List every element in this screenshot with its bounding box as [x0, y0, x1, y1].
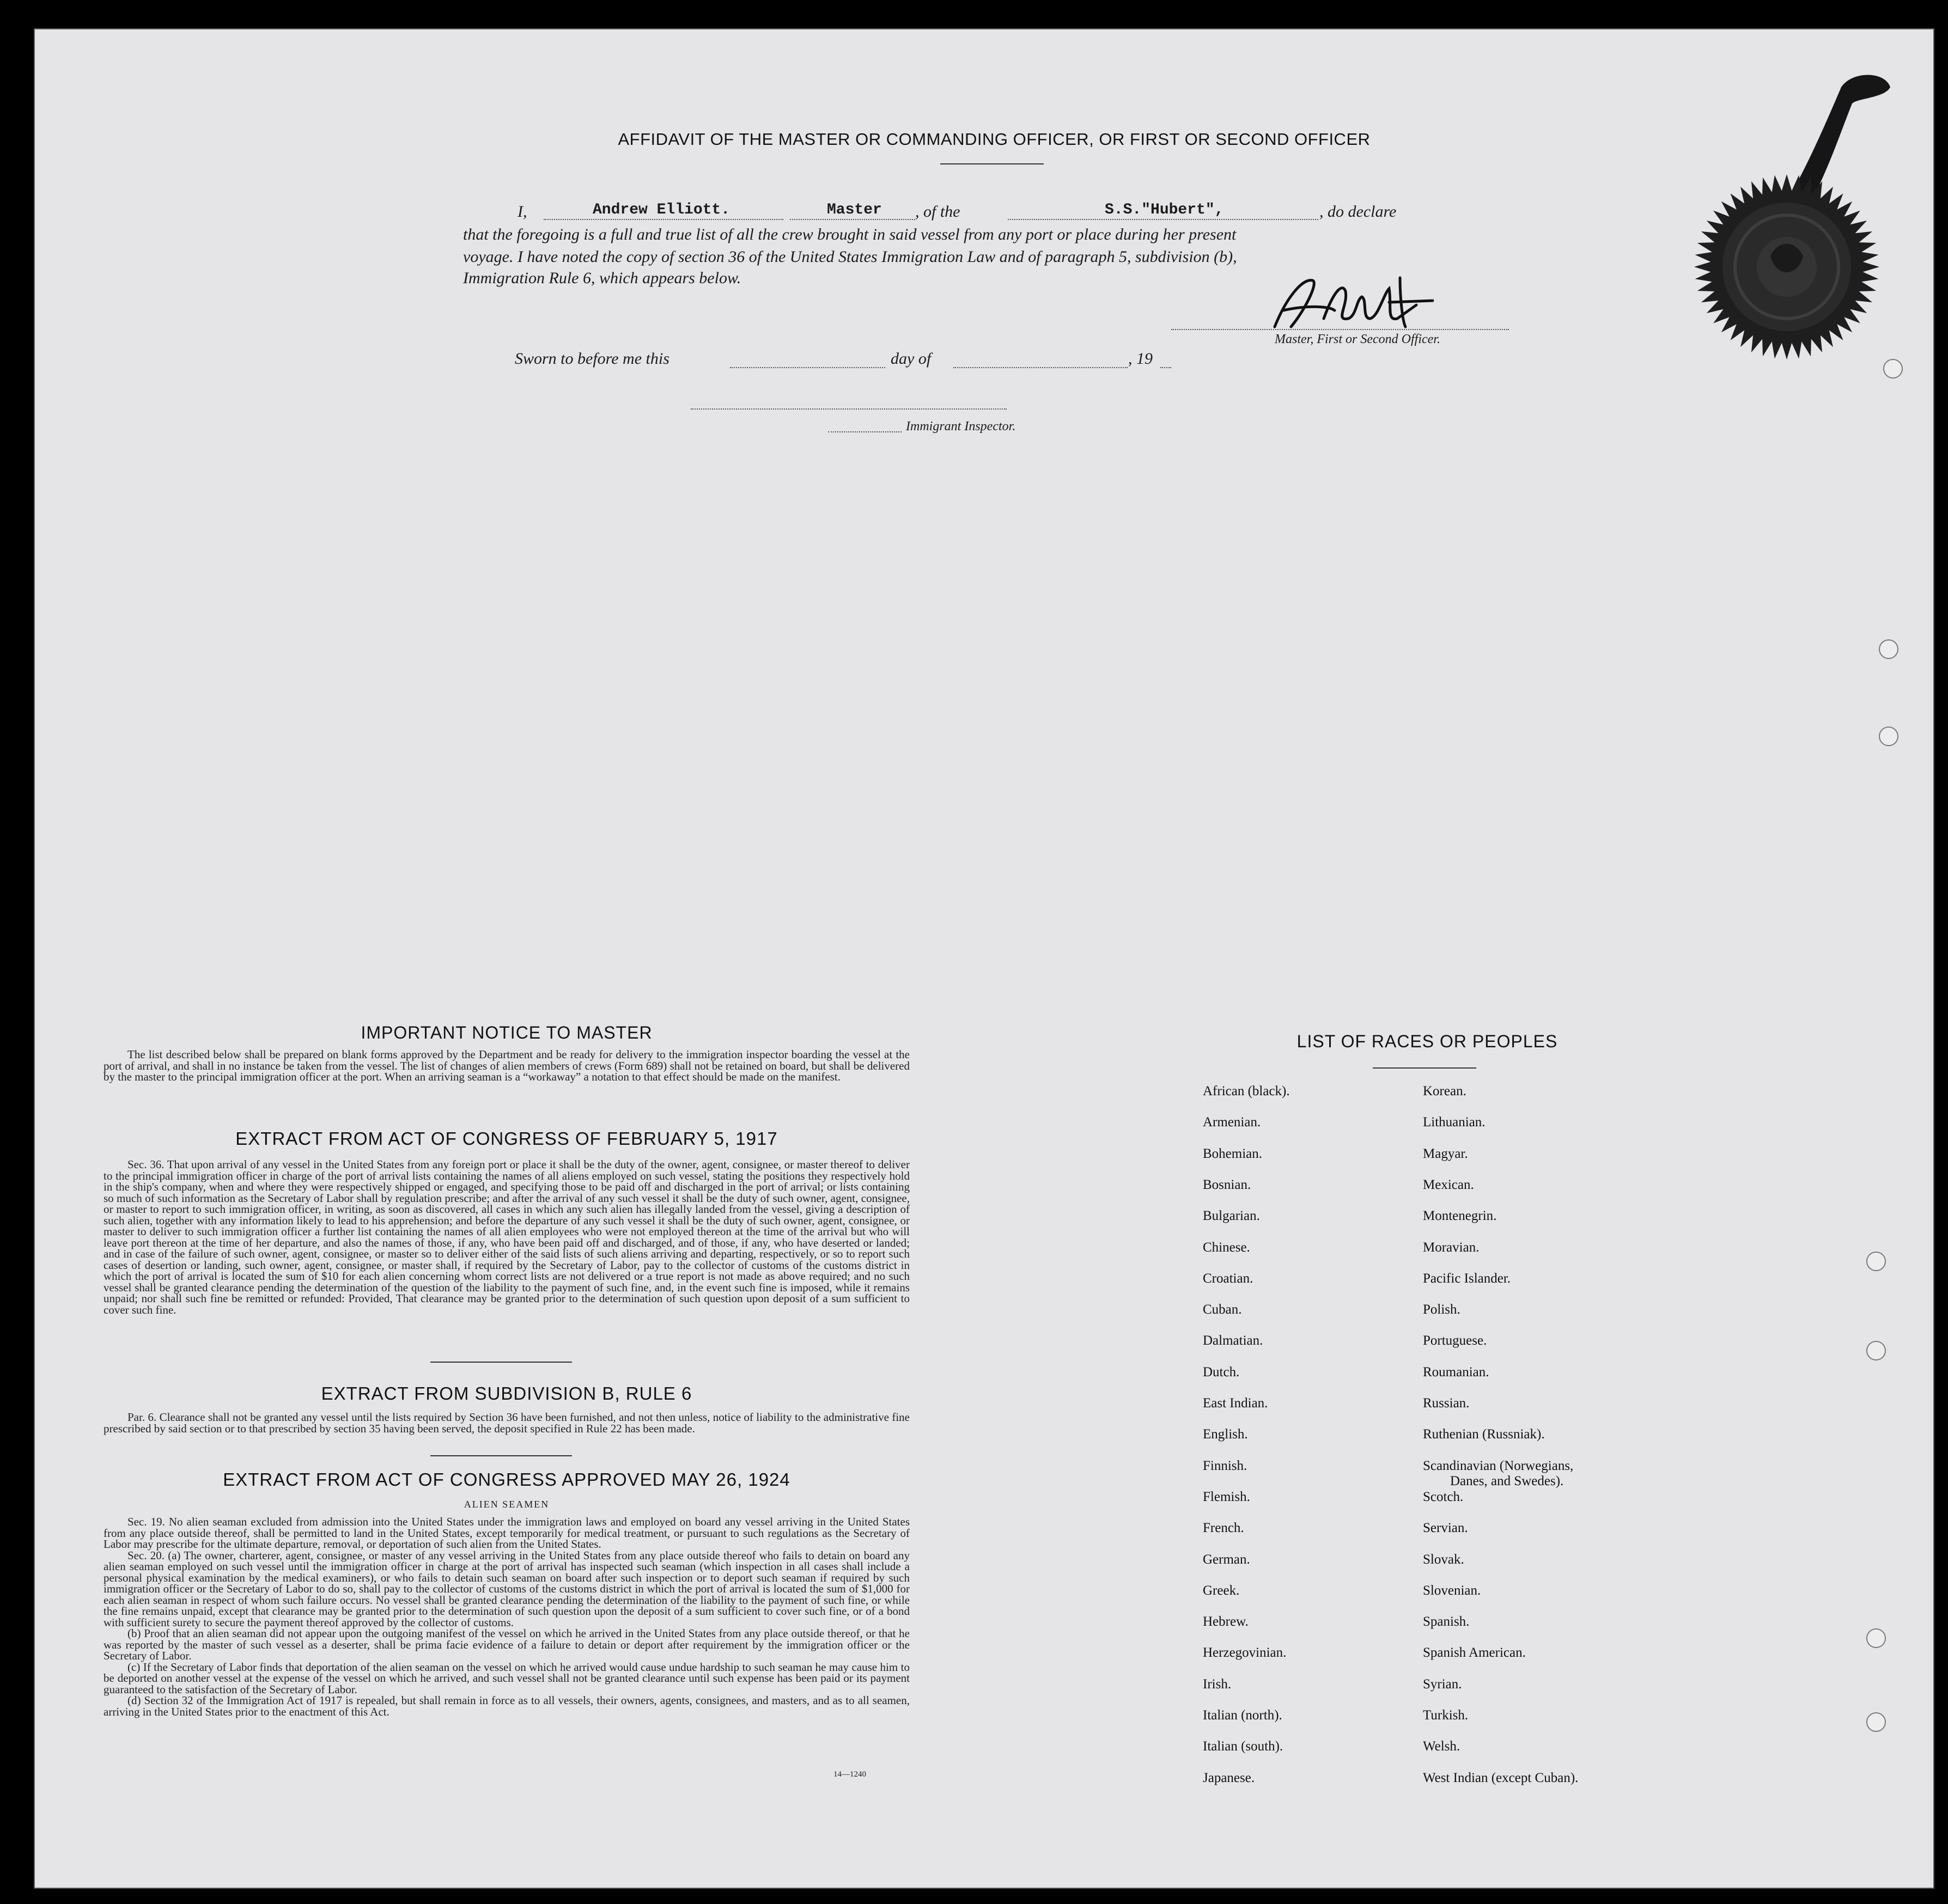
affidavit-line2: that the foregoing is a full and true list of all the crew brought in said vessel from any port or place during her present — [463, 225, 1237, 243]
inspector-caption: Immigrant Inspector. — [906, 419, 1016, 434]
sworn-month-blank — [953, 367, 1128, 368]
affidavit-line1 — [463, 203, 1520, 224]
race-item: Mexican. — [1423, 1177, 1474, 1192]
race-item: Portuguese. — [1423, 1333, 1487, 1348]
sec36-paragraph: Sec. 36. That upon arrival of any vessel in the United States from any foreign port or place it shall be the duty of the owner, agent, consignee, or master thereof to deliver to the principal immigration officer in charge of the port of arrival lists containing the names of all aliens employed on such vessel, stating the positions they respectively hold in the ship's company, when and where they were respectively shipped or engaged, and specifying those to be paid off and discharged in the port of arrival; or lists containing so much of such information as the Secretary of Labor shall by regulation prescribe; and after the arrival of any such vessel it shall be the duty of such owner, agent, consignee, or master to report to such immigration officer, in writing, as soon as discovered, all cases in which any such alien has illegally landed from the vessel, giving a description of such alien, together with any information likely to lead to his apprehension; and before the departure of any such vessel it shall be the duty of such owner, agent, consignee, or master to deliver to such immigration officer a further list containing the names of all alien employees who were not employed thereon at the time of the arrival but who will leave port thereon at the time of her departure, and also the names of those, if any, who have been paid off and discharged, and of those, if any, who have deserted or landed; and in case of the failure of such owner, agent, consignee, or master so to deliver either of the said lists of such aliens arriving and departing, respectively, or so to report such cases of desertion or landing, such owner, agent, consignee, or master shall, if required by the Secretary of Labor, pay to the collector of customs of the customs district in which the port of arrival is located the sum of $10 for each alien concerning whom correct lists are not delivered or a true report is not made as above required; and no such vessel shall be granted clearance pending the determination of the question of the liability to the payment of such fine, and, in the event such fine is imposed, while it remains unpaid; nor shall such fine be remitted or refunded: Provided, That clearance may be granted prior to the determination of such question upon deposit of a sum sufficient to cover such fine. — [104, 1158, 910, 1316]
races-title: LIST OF RACES OR PEOPLES — [1296, 1032, 1558, 1051]
race-item: Polish. — [1423, 1302, 1460, 1317]
race-item: Herzegovinian. — [1203, 1645, 1287, 1660]
affidavit-i: I, — [518, 203, 527, 221]
race-item: Japanese. — [1203, 1771, 1255, 1785]
race-item: Pacific Islander. — [1423, 1271, 1511, 1286]
race-item: Ruthenian (Russniak). — [1423, 1427, 1545, 1442]
extract-1917-text — [104, 1159, 910, 1315]
binding-hole-icon — [1866, 1628, 1886, 1648]
race-item: Servian. — [1423, 1521, 1468, 1535]
race-item: East Indian. — [1203, 1396, 1268, 1411]
race-item: Spanish American. — [1423, 1645, 1526, 1660]
sec20c-paragraph: (c) If the Secretary of Labor finds that deportation of the alien seaman on the vessel on which he arrived would cause undue hardship to such seaman he may cause him to be deported on another vessel at the expense of the vessel on which he arrived, and such vessel shall not be granted clearance until such expense has been paid or its payment guaranteed to the satisfaction of the Secretary of Labor. — [104, 1660, 910, 1696]
year-label: , 19 — [1128, 350, 1153, 368]
sworn-line — [515, 350, 1223, 371]
section-divider — [430, 1455, 572, 1456]
race-item: Scotch. — [1423, 1490, 1464, 1504]
of-the-label: , of the — [915, 203, 960, 221]
binding-hole-icon — [1866, 1341, 1886, 1360]
binding-hole-icon — [1866, 1712, 1886, 1732]
race-item: African (black). — [1203, 1084, 1290, 1099]
inspector-dash — [828, 431, 902, 432]
master-name: Andrew Elliott. — [593, 202, 730, 218]
binding-hole-icon — [1879, 727, 1898, 746]
sec19-paragraph: Sec. 19. No alien seaman excluded from admission into the United States under the immigration laws and employed on board any vessel arriving in the United States from any place outside thereof, shall be permitted to land in the United States, except temporarily for medical treatment, or pursuant to such regulations as the Secretary of Labor may prescribe for the ultimate departure, removal, or deportation of such alien from the United States. — [104, 1515, 910, 1551]
extract-1917-title: EXTRACT FROM ACT OF CONGRESS OF FEBRUARY 5, 1917 — [235, 1128, 778, 1149]
race-item: Welsh. — [1423, 1739, 1460, 1754]
extract-rule6-title: EXTRACT FROM SUBDIVISION B, RULE 6 — [321, 1383, 692, 1403]
race-item: Chinese. — [1203, 1240, 1250, 1255]
par6-paragraph: Par. 6. Clearance shall not be granted any vessel until the lists required by Section 36 have been furnished, and not then unless, notice of liability to the administrative fine prescribed by said section or to that prescribed by section 35 having been served, the deposit specified in Rule 22 has been made. — [104, 1411, 910, 1435]
race-item: Turkish. — [1423, 1708, 1469, 1723]
race-item: Spanish. — [1423, 1614, 1470, 1629]
name-blank — [544, 219, 783, 220]
race-item: Croatian. — [1203, 1271, 1253, 1286]
title-divider — [940, 163, 1044, 164]
form-number: 14—1240 — [833, 1770, 866, 1779]
extract-1924-title: EXTRACT FROM ACT OF CONGRESS APPROVED MAY 26, 1924 — [223, 1469, 790, 1490]
race-item: Finnish. — [1203, 1458, 1247, 1473]
section-divider — [430, 1362, 572, 1363]
notice-text — [104, 1049, 910, 1083]
sworn-year-blank — [1160, 367, 1171, 368]
extract-1924-text — [104, 1516, 910, 1717]
race-item: Armenian. — [1203, 1115, 1261, 1130]
race-item: Scandinavian (Norwegians, — [1423, 1458, 1574, 1473]
sec20d-paragraph: (d) Section 32 of the Immigration Act of 1917 is repealed, but shall remain in force as to all vessels, their owners, agents, consignees, and masters, and as to all seamen, arriving in the United States prior to the enactment of this Act. — [104, 1694, 910, 1718]
affidavit-line3: voyage. I have noted the copy of section 36 of the United States Immigration Law and of paragraph 5, subdivision (b), — [463, 248, 1237, 266]
race-item: German. — [1203, 1552, 1250, 1567]
affidavit-title: AFFIDAVIT OF THE MASTER OR COMMANDING OFFICER, OR FIRST OR SECOND OFFICER — [618, 130, 1371, 149]
sec20a-paragraph: Sec. 20. (a) The owner, charterer, agent, consignee, or master of any vessel arriving in the United States from any place outside thereof who fails to detain on board any alien seaman employed on such vessel until the immigration officer in charge at the port of arrival has inspected such seaman (which inspection in all cases shall include a personal physical examination by the medical examiners), or who fails to detain such seaman on board after such inspection or to deport such seaman if required by such immigration officer or the Secretary of Labor to do so, shall pay to the collector of customs of the customs district in which the port of arrival is located the sum of $1,000 for each alien seaman in respect of whom such failure occurs. No vessel shall be granted clearance pending the determination of the liability to the payment of such fine, or while the fine remains unpaid, except that clearance may be granted prior to the determination of such question upon the deposit of a sum sufficient to cover such fine, or of a bond with sufficient surety to secure the payment thereof approved by the collector of customs. — [104, 1548, 910, 1629]
binding-hole-icon — [1879, 639, 1898, 659]
rank: Master — [827, 202, 882, 218]
notice-paragraph: The list described below shall be prepared on blank forms approved by the Department and be ready for delivery to the immigration inspector boarding the vessel at the port of arrival, and shall in no instance be taken from the vessel. The list of changes of alien members of crews (Form 689) shall not be retained on board, but shall be delivered by the master to the principal immigration officer at the port. When an arriving seaman is a “workaway” a notation to that effect should be made on the manifest. — [104, 1048, 910, 1083]
notice-title: IMPORTANT NOTICE TO MASTER — [361, 1023, 653, 1042]
race-item: Hebrew. — [1203, 1614, 1249, 1629]
race-item: French. — [1203, 1521, 1244, 1535]
race-item: Bulgarian. — [1203, 1209, 1260, 1223]
race-item: Italian (south). — [1203, 1739, 1283, 1754]
race-item: Dutch. — [1203, 1365, 1240, 1380]
race-item: Bosnian. — [1203, 1177, 1251, 1192]
race-item: Flemish. — [1203, 1490, 1250, 1504]
binding-hole-icon — [1883, 359, 1903, 379]
do-declare-label: , do declare — [1319, 203, 1397, 221]
race-item: Slovenian. — [1423, 1583, 1481, 1598]
alien-seamen-subtitle: ALIEN SEAMEN — [464, 1499, 550, 1510]
extract-rule6-text — [104, 1412, 910, 1434]
signature-line — [1171, 329, 1509, 330]
race-item: Magyar. — [1423, 1146, 1468, 1161]
race-item: Cuban. — [1203, 1302, 1242, 1317]
race-item: Bohemian. — [1203, 1146, 1263, 1161]
race-item: Moravian. — [1423, 1240, 1480, 1255]
affidavit-line4: Immigration Rule 6, which appears below. — [463, 269, 741, 287]
race-item: Italian (north). — [1203, 1708, 1282, 1723]
race-item: Russian. — [1423, 1396, 1470, 1411]
wax-seal-icon — [1678, 65, 1917, 370]
race-item: West Indian (except Cuban). — [1423, 1771, 1579, 1785]
vessel-name: S.S."Hubert", — [1105, 202, 1224, 218]
race-item: Dalmatian. — [1203, 1333, 1263, 1348]
races-divider — [1373, 1067, 1476, 1069]
signature — [1253, 267, 1460, 338]
signature-caption: Master, First or Second Officer. — [1275, 332, 1440, 346]
vessel-blank — [1008, 219, 1318, 220]
race-item: Slovak. — [1423, 1552, 1464, 1567]
race-item: Lithuanian. — [1423, 1115, 1486, 1130]
race-item: English. — [1203, 1427, 1248, 1442]
race-item: Montenegrin. — [1423, 1209, 1497, 1223]
race-item: Danes, and Swedes). — [1450, 1474, 1564, 1488]
binding-hole-icon — [1866, 1252, 1886, 1271]
sec20b-paragraph: (b) Proof that an alien seaman did not appear upon the outgoing manifest of the vessel on which he arrived in the United States from any place outside thereof, or that he was reported by the master of such vessel as a deserter, shall be prima facie evidence of a failure to detain or deport after requirement by the immigration officer or the Secretary of Labor. — [104, 1627, 910, 1662]
rank-blank — [790, 219, 915, 220]
sworn-label: Sworn to before me this — [515, 350, 669, 368]
inspector-signature-line — [691, 408, 1007, 410]
race-item: Korean. — [1423, 1084, 1466, 1099]
sworn-day-blank — [730, 367, 885, 368]
day-of-label: day of — [891, 350, 932, 368]
race-item: Greek. — [1203, 1583, 1240, 1598]
race-item: Irish. — [1203, 1677, 1232, 1692]
race-item: Syrian. — [1423, 1677, 1462, 1692]
race-item: Roumanian. — [1423, 1365, 1489, 1380]
